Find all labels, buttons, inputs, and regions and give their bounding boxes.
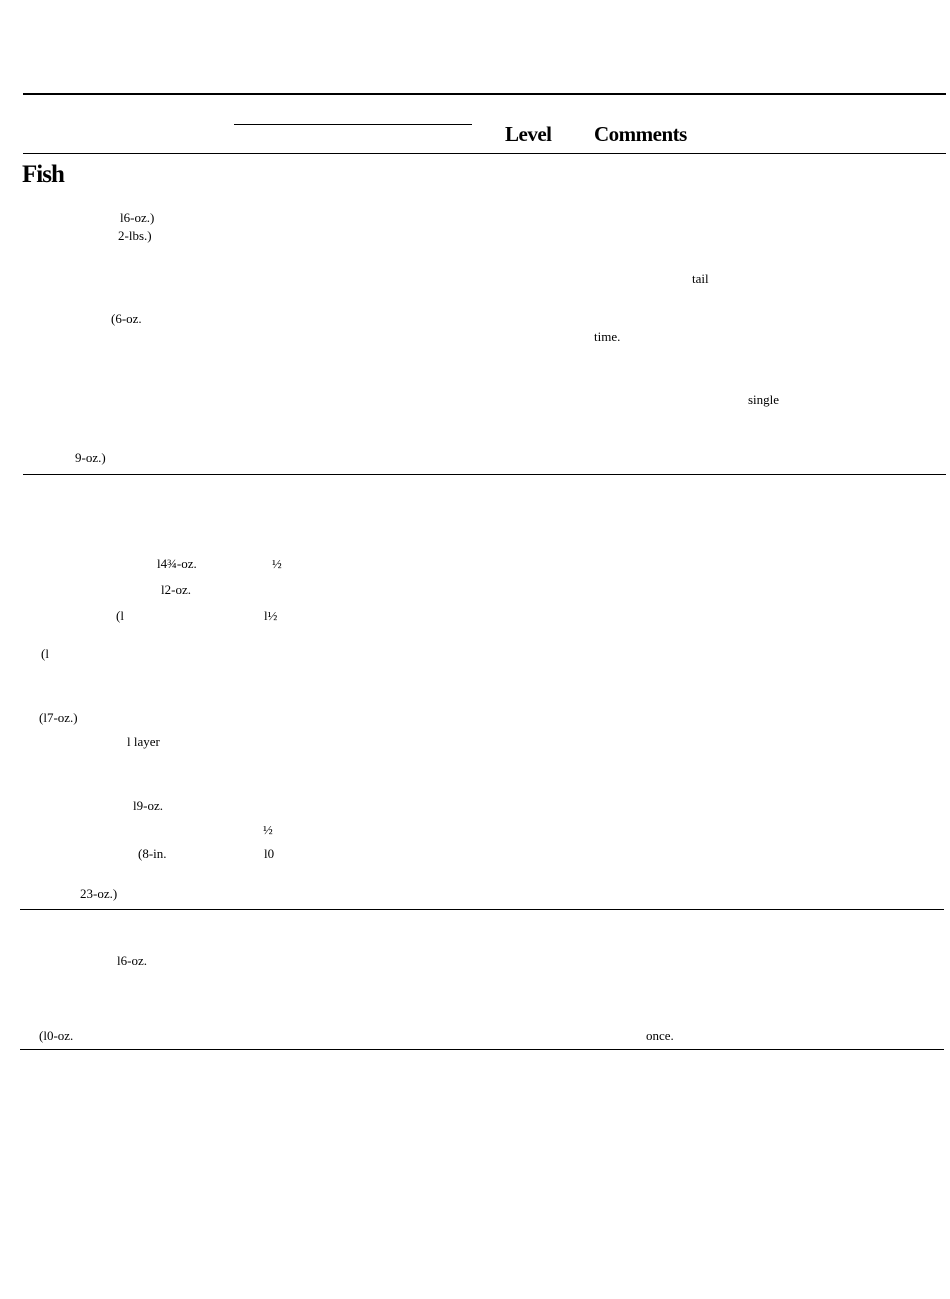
section-divider-2 <box>20 909 944 910</box>
section-divider-3 <box>20 1049 944 1050</box>
header-short-rule <box>234 124 472 125</box>
top-rule <box>23 93 946 95</box>
text-fragment: l6-oz. <box>117 953 147 968</box>
text-fragment: ½ <box>263 822 273 837</box>
text-fragment: (l0-oz. <box>39 1028 74 1043</box>
text-fragment: l9-oz. <box>133 798 163 813</box>
text-fragment: l0 <box>264 846 275 861</box>
text-fragment: once. <box>646 1028 674 1043</box>
text-fragment: l½ <box>264 608 278 623</box>
text-fragment: ½ <box>272 556 282 571</box>
text-fragment: (l <box>41 646 49 661</box>
text-fragment: 2-lbs.) <box>118 228 152 243</box>
section-title-fish: Fish <box>22 161 64 188</box>
text-fragment: (6-oz. <box>111 311 142 326</box>
text-fragment: tail <box>692 271 709 286</box>
section-divider-1 <box>23 474 946 475</box>
text-fragment: (l <box>116 608 124 623</box>
comments-column-header: Comments <box>594 122 687 146</box>
level-column-header: Level <box>505 122 552 146</box>
text-fragment: (8-in. <box>138 846 167 861</box>
text-fragment: l4¾-oz. <box>157 556 197 571</box>
text-fragment: 9-oz.) <box>75 450 106 465</box>
text-fragment: l2-oz. <box>161 582 191 597</box>
text-fragment: l layer <box>127 734 160 749</box>
header-bottom-rule <box>23 153 946 154</box>
text-fragment: l6-oz.) <box>120 210 155 225</box>
text-fragment: time. <box>594 329 621 344</box>
text-fragment: single <box>748 392 780 407</box>
text-fragment: 23-oz.) <box>80 886 118 901</box>
text-fragment: (l7-oz.) <box>39 710 78 725</box>
